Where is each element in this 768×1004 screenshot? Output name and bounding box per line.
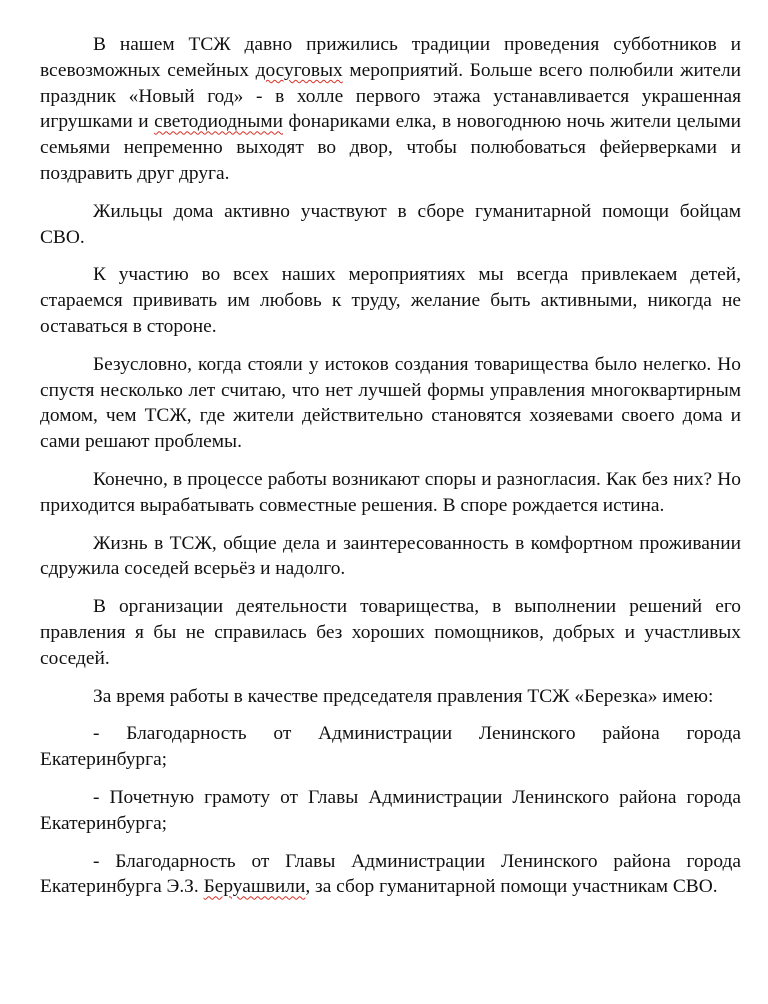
misspelled-word[interactable]: досуговых xyxy=(255,59,343,81)
misspelled-word[interactable]: Беруашвили xyxy=(203,876,306,898)
paragraph xyxy=(40,32,741,187)
paragraph xyxy=(40,199,741,251)
document-page xyxy=(40,32,741,912)
text-run: Конечно, в процессе работы возникают споры и разногласия. Как без них? Но приходится вырабатывать совместные решения. В споре рождается истина. xyxy=(40,468,741,516)
text-run: Безусловно, когда стояли у истоков создания товарищества было нелегко. Но спустя несколько лет считаю, что нет лучшей формы управления многоквартирным домом, чем ТСЖ, где жители действительно становятся хозяевами своего дома и сами решают проблемы. xyxy=(40,353,741,453)
paragraph xyxy=(40,352,741,455)
text-run: В организации деятельности товарищества, в выполнении решений его правления я бы не справилась без хороших помощников, добрых и участливых соседей. xyxy=(40,596,741,669)
list-item xyxy=(40,849,741,901)
misspelled-word[interactable]: светодиодными xyxy=(154,111,284,133)
list-item xyxy=(40,785,741,837)
paragraph xyxy=(40,594,741,671)
paragraph xyxy=(40,684,741,710)
text-run: - Благодарность от Администрации Ленинского района города Екатеринбурга; xyxy=(40,723,741,771)
paragraph xyxy=(40,531,741,583)
text-run: Жизнь в ТСЖ, общие дела и заинтересованность в комфортном проживании сдружила соседей всерьёз и надолго. xyxy=(40,532,741,580)
text-run: За время работы в качестве председателя правления ТСЖ «Березка» имею: xyxy=(93,685,714,707)
text-run: - Почетную грамоту от Главы Администрации Ленинского района города Екатеринбурга; xyxy=(40,786,741,834)
paragraph xyxy=(40,467,741,519)
text-run: Жильцы дома активно участвуют в сборе гуманитарной помощи бойцам СВО. xyxy=(40,200,741,248)
list-item xyxy=(40,721,741,773)
text-run: мероприятий. Больше всего полюбили жители праздник «Новый год» - в холле первого этажа устанавливается украшенная игрушками и xyxy=(40,59,741,133)
paragraph xyxy=(40,262,741,339)
text-run: К участию во всех наших мероприятиях мы всегда привлекаем детей, стараемся прививать им любовь к труду, желание быть активными, никогда не оставаться в стороне. xyxy=(40,264,741,337)
text-run: - Благодарность от Главы Администрации Ленинского района города Екатеринбурга Э.З. xyxy=(40,850,741,898)
text-run: фонариками елка, в новогоднюю ночь жители целыми семьями непременно выходят во двор, чтобы полюбоваться фейерверками и поздравить друг друга. xyxy=(40,111,742,184)
text-run: , за сбор гуманитарной помощи участникам СВО. xyxy=(305,876,718,898)
text-run: В нашем ТСЖ давно прижились традиции проведения субботников и всевозможных семейных xyxy=(40,34,741,81)
